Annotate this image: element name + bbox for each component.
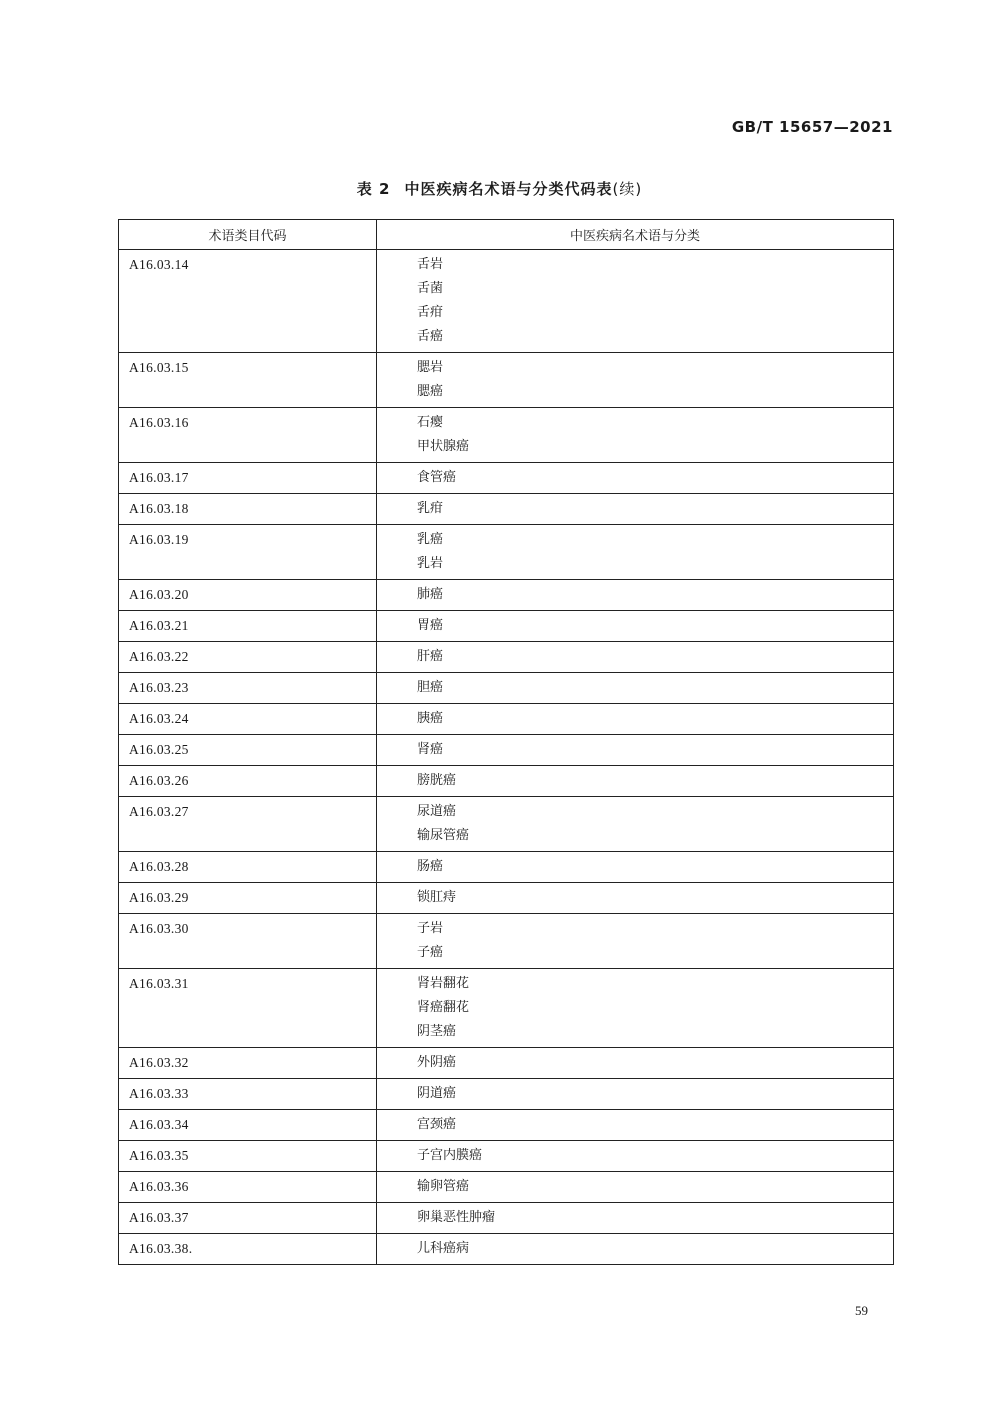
disease-term: 肾岩翻花 — [417, 976, 470, 991]
table-row — [119, 1141, 894, 1172]
term-code: A16.03.25 — [119, 735, 377, 766]
term-list — [377, 642, 894, 673]
disease-term: 儿科癌病 — [417, 1241, 470, 1256]
table-title — [0, 178, 999, 199]
term-list — [377, 1110, 894, 1141]
table-row — [119, 353, 894, 408]
disease-term: 子岩 — [417, 921, 444, 936]
disease-term: 肾癌 — [417, 742, 444, 757]
term-code: A16.03.29 — [119, 883, 377, 914]
standard-number: GB/T 15657—2021 — [731, 118, 893, 136]
table-row — [119, 250, 894, 353]
term-code: A16.03.38. — [119, 1234, 377, 1265]
term-code: A16.03.31 — [119, 969, 377, 1048]
disease-term: 舌岩 — [417, 257, 444, 272]
term-list — [377, 353, 894, 408]
term-code: A16.03.28 — [119, 852, 377, 883]
term-code: A16.03.23 — [119, 673, 377, 704]
disease-term: 阴茎癌 — [417, 1024, 457, 1039]
table-body — [119, 250, 894, 1265]
disease-term: 宫颈癌 — [417, 1117, 457, 1132]
table-row — [119, 1048, 894, 1079]
table-row — [119, 580, 894, 611]
disease-term: 肝癌 — [417, 649, 444, 664]
term-list — [377, 914, 894, 969]
disease-term: 外阴癌 — [417, 1055, 457, 1070]
disease-term: 乳癌 — [417, 532, 444, 547]
table-row — [119, 1234, 894, 1265]
disease-term: 输尿管癌 — [417, 828, 470, 843]
term-code: A16.03.14 — [119, 250, 377, 353]
term-list — [377, 1172, 894, 1203]
table-row — [119, 1172, 894, 1203]
disease-term: 锁肛痔 — [417, 890, 457, 905]
table-row — [119, 914, 894, 969]
table-row — [119, 1079, 894, 1110]
term-code: A16.03.27 — [119, 797, 377, 852]
disease-term: 子癌 — [417, 945, 444, 960]
disease-code-table — [118, 219, 894, 1265]
term-list — [377, 704, 894, 735]
term-code: A16.03.16 — [119, 408, 377, 463]
term-list — [377, 735, 894, 766]
term-list — [377, 766, 894, 797]
table-row — [119, 525, 894, 580]
term-list — [377, 883, 894, 914]
term-code: A16.03.35 — [119, 1141, 377, 1172]
term-list — [377, 1141, 894, 1172]
disease-term: 舌癌 — [417, 329, 444, 344]
table-row — [119, 1110, 894, 1141]
table-continued: (续) — [612, 180, 643, 198]
term-list — [377, 1079, 894, 1110]
term-code: A16.03.21 — [119, 611, 377, 642]
term-code: A16.03.37 — [119, 1203, 377, 1234]
disease-term: 膀胱癌 — [417, 773, 457, 788]
table-row — [119, 883, 894, 914]
disease-term: 舌疳 — [417, 305, 444, 320]
table-number: 表 2 — [356, 180, 391, 198]
term-code: A16.03.33 — [119, 1079, 377, 1110]
disease-term: 子宫内膜癌 — [417, 1148, 483, 1163]
disease-term: 卵巢恶性肿瘤 — [417, 1210, 496, 1225]
table-header-row — [119, 220, 894, 250]
disease-term: 腮岩 — [417, 360, 444, 375]
term-code: A16.03.30 — [119, 914, 377, 969]
disease-term: 乳疳 — [417, 501, 444, 516]
disease-term: 石瘿 — [417, 415, 444, 430]
term-code: A16.03.17 — [119, 463, 377, 494]
term-list — [377, 673, 894, 704]
term-code: A16.03.22 — [119, 642, 377, 673]
table-row — [119, 642, 894, 673]
disease-term: 甲状腺癌 — [417, 439, 470, 454]
column-header-code: 术语类目代码 — [119, 220, 377, 250]
table-row — [119, 852, 894, 883]
term-list — [377, 797, 894, 852]
table-row — [119, 494, 894, 525]
term-list — [377, 580, 894, 611]
disease-term: 腮癌 — [417, 384, 444, 399]
term-list — [377, 250, 894, 353]
disease-term: 舌菌 — [417, 281, 444, 296]
disease-term: 乳岩 — [417, 556, 444, 571]
column-header-terms: 中医疾病名术语与分类 — [377, 220, 894, 250]
term-code: A16.03.15 — [119, 353, 377, 408]
disease-term: 肾癌翻花 — [417, 1000, 470, 1015]
term-list — [377, 408, 894, 463]
table-row — [119, 704, 894, 735]
disease-term: 肺癌 — [417, 587, 444, 602]
table-row — [119, 766, 894, 797]
table-row — [119, 408, 894, 463]
term-code: A16.03.24 — [119, 704, 377, 735]
term-list — [377, 1234, 894, 1265]
page-number: 59 — [855, 1303, 868, 1318]
table-row — [119, 735, 894, 766]
term-code: A16.03.34 — [119, 1110, 377, 1141]
disease-term: 胆癌 — [417, 680, 444, 695]
disease-term: 尿道癌 — [417, 804, 457, 819]
term-code: A16.03.18 — [119, 494, 377, 525]
disease-term: 食管癌 — [417, 470, 457, 485]
term-list — [377, 1048, 894, 1079]
term-code: A16.03.32 — [119, 1048, 377, 1079]
term-code: A16.03.26 — [119, 766, 377, 797]
term-list — [377, 1203, 894, 1234]
term-list — [377, 611, 894, 642]
table-row — [119, 673, 894, 704]
term-list — [377, 525, 894, 580]
term-list — [377, 463, 894, 494]
table-row — [119, 797, 894, 852]
disease-term: 胃癌 — [417, 618, 444, 633]
disease-term: 肠癌 — [417, 859, 444, 874]
disease-term: 阴道癌 — [417, 1086, 457, 1101]
term-code: A16.03.36 — [119, 1172, 377, 1203]
table-row — [119, 969, 894, 1048]
table-row — [119, 611, 894, 642]
table-row — [119, 1203, 894, 1234]
term-code: A16.03.20 — [119, 580, 377, 611]
disease-term: 输卵管癌 — [417, 1179, 470, 1194]
table-name: 中医疾病名术语与分类代码表 — [404, 180, 613, 198]
term-list — [377, 494, 894, 525]
term-code: A16.03.19 — [119, 525, 377, 580]
disease-term: 胰癌 — [417, 711, 444, 726]
term-list — [377, 852, 894, 883]
table-row — [119, 463, 894, 494]
term-list — [377, 969, 894, 1048]
